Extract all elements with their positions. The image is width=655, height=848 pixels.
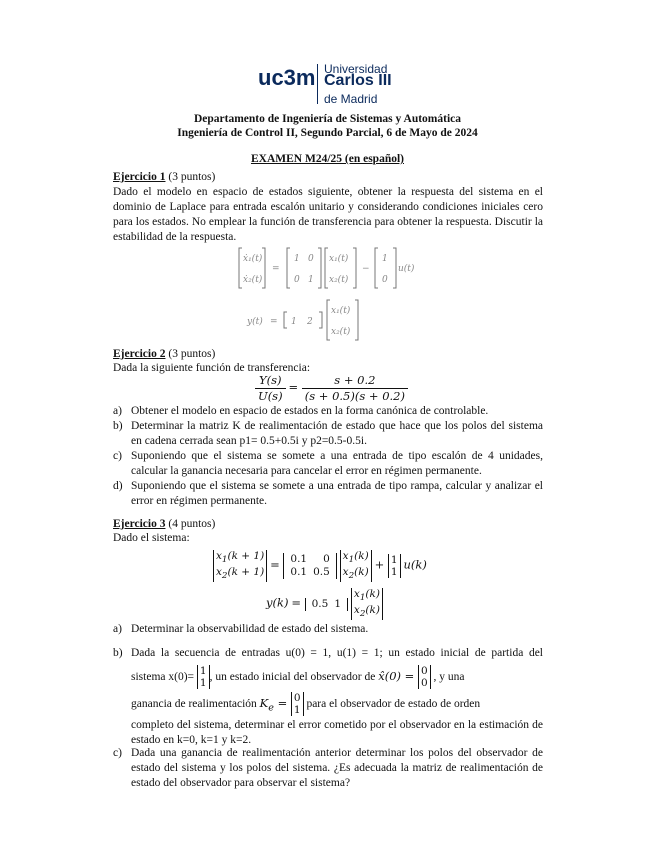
tf-rhs <box>302 373 408 404</box>
logo-line2: Carlos III <box>324 72 392 89</box>
ej3-item-b <box>113 646 543 748</box>
ej3-item-b-line3 <box>131 692 543 716</box>
svg-text:u(t): u(t) <box>398 264 415 274</box>
ej3-b-observer: , un estado inicial del observador de <box>209 671 376 683</box>
A-cell: 0.1 <box>290 553 308 566</box>
logo-line3: de Madrid <box>324 92 378 106</box>
B-cell: 1 <box>390 554 398 567</box>
ej2-item-text: Determinar la matriz K de realimentación de estado que hace que los polos del sistema en cadena cerrada sean p1= 0.5+0.5i y p2=0.5-0.5i. <box>131 420 543 447</box>
university-logo <box>258 62 408 108</box>
ej3-item-c <box>113 746 543 791</box>
ej3-item-text: Dada una ganancia de realimentación anterior determinar los polos del observador de estado del sistema y los polos del sistema. ¿Es adecuada la matriz de realimentación de estado del observador para observar el sistema? <box>131 747 543 789</box>
svg-text:1: 1 <box>308 275 314 285</box>
ej3-out-eq: = <box>291 595 305 610</box>
ej3-output-state: $x_1(k)$ $x_2(k)$ <box>351 588 383 620</box>
ej1-title: Ejercicio 1 <box>113 171 166 183</box>
ej3-eq-sign: = <box>270 557 284 572</box>
ej3-output-equation <box>266 588 383 620</box>
ej2-item-label: d) <box>113 480 123 492</box>
svg-text:ẋ₁(t): ẋ₁(t) <box>243 254 263 264</box>
svg-text:2: 2 <box>307 317 313 327</box>
ej3-item-b-line4: completo del sistema, determinar el error cometido por el observador en la estimación de estado en k=0, k=1 y k=2. <box>131 719 543 747</box>
ej2-item-text: Suponiendo que el sistema se somete a una entrada de tipo rampa, calcular y analizar el error en régimen permanente. <box>131 480 543 507</box>
ej3-state-equation <box>213 550 427 582</box>
B-cell: 1 <box>390 566 398 579</box>
ej2-item-d <box>113 479 543 509</box>
tf-rhs-den: (s + 0.5)(s + 0.2) <box>304 389 405 403</box>
tf-lhs-num: Y(s) <box>255 373 286 389</box>
department-title: Departamento de Ingeniería de Sistemas y Automática <box>193 113 462 125</box>
ej2-points: (3 puntos) <box>168 348 216 360</box>
ej3-item-label: c) <box>113 747 122 759</box>
ej3-b-obs-order: para el observador de estado de orden <box>306 698 481 711</box>
ej1-statement: Dado el modelo en espacio de estados siguiente, obtener la respuesta del sistema en el dominio de Laplace para entrada escalón unitario y considerando condiciones iniciales cero para los estados. No emplear la función de transferencia para obtener la respuesta. Discutir la estabilidad de la respuesta. <box>113 186 543 243</box>
ej3-b-x0: x(0)= 1 1 <box>168 671 209 683</box>
tf-equals: = <box>288 380 302 395</box>
ej3-state-next: $x_1(k + 1)$ $x_2(k + 1)$ <box>213 550 267 582</box>
logo-uc3m: uc3m <box>258 65 316 90</box>
ej3-title: Ejercicio 3 <box>113 518 166 530</box>
ej3-item-a <box>113 622 543 637</box>
ej3-item-b-line2 <box>131 665 543 689</box>
ej2-title: Ejercicio 2 <box>113 348 166 360</box>
ej3-b-xhat0: x̂(0) = 0 0 <box>378 669 430 683</box>
svg-text:1: 1 <box>382 254 388 264</box>
logo-line1: Universidad <box>324 62 388 76</box>
ej2-transfer-function <box>255 373 408 404</box>
ej3-plus-sign: + <box>374 557 388 572</box>
ej3-b-gain: ganancia de realimentación <box>131 698 257 711</box>
svg-text:ẋ₂(t): ẋ₂(t) <box>243 275 263 285</box>
ej3-matrix-B <box>388 554 401 578</box>
ej2-item-text: Obtener el modelo en espacio de estados en la forma canónica de controlable. <box>131 405 489 417</box>
svg-text:=: = <box>272 264 280 274</box>
svg-text:−: − <box>362 264 370 274</box>
ej1-state-equation <box>238 246 418 290</box>
course-title: Ingeniería de Control II, Segundo Parcial, 6 de Mayo de 2024 <box>177 127 478 139</box>
ej2-item-label: c) <box>113 450 122 462</box>
ej3-input: u(k) <box>403 557 427 572</box>
ej3-b-sistema: sistema <box>131 671 166 683</box>
ej2-item-a <box>113 404 543 419</box>
ej2-item-label: b) <box>113 420 123 432</box>
ej3-matrix-A <box>283 553 336 579</box>
svg-text:1: 1 <box>294 254 300 264</box>
ej3-output-y: y(k) <box>266 595 289 610</box>
ej3-b-Ke: $K_e = 0$ 1 <box>260 696 304 710</box>
svg-text:x₁(t): x₁(t) <box>331 306 351 316</box>
ej3-matrix-C <box>305 598 348 611</box>
svg-text:0: 0 <box>294 275 300 285</box>
svg-text:x₁(t): x₁(t) <box>329 254 349 264</box>
ej2-item-text: Suponiendo que el sistema se somete a una entrada de tipo escalón de 4 unidades, calcular la ganancia necesaria para cancelar el error en régimen permanente. <box>131 450 543 477</box>
svg-text:=: = <box>270 317 278 327</box>
ej1-output-graphic <box>245 298 365 342</box>
ej3-heading <box>113 517 215 532</box>
ej1-points: (3 puntos) <box>168 171 216 183</box>
tf-lhs-den: U(s) <box>258 389 283 403</box>
svg-text:x₂(t): x₂(t) <box>331 327 351 337</box>
ej3-b-ya: , y una <box>433 671 465 683</box>
ej1-output-equation <box>245 298 365 342</box>
ej3-points: (4 puntos) <box>168 518 216 530</box>
svg-text:0: 0 <box>308 254 314 264</box>
ej3-item-text: Determinar la observabilidad de estado del sistema. <box>131 623 369 635</box>
svg-text:1: 1 <box>291 317 297 327</box>
tf-lhs <box>255 373 286 404</box>
ej3-item-label: a) <box>113 623 122 635</box>
ej2-item-b <box>113 419 543 449</box>
ej2-items <box>113 404 543 509</box>
logo-divider <box>317 64 318 104</box>
svg-text:y(t): y(t) <box>247 317 263 327</box>
svg-text:0: 0 <box>382 275 388 285</box>
ej2-intro: Dada la siguiente función de transferencia: <box>113 362 311 374</box>
ej3-item-b-line1: Dada la secuencia de entradas u(0) = 1, u(1) = 1; un estado inicial de partida del <box>131 647 543 659</box>
svg-text:x₂(t): x₂(t) <box>329 275 349 285</box>
ej2-heading <box>113 347 215 362</box>
ej3-intro: Dado el sistema: <box>113 532 190 544</box>
ej1-equation-graphic <box>238 246 418 290</box>
tf-rhs-num: s + 0.2 <box>302 373 408 389</box>
ej3-item-label: b) <box>113 647 123 659</box>
A-cell: 0.5 <box>313 566 330 579</box>
A-cell: 0.1 <box>290 566 308 579</box>
ej3-state-current: $x_1(k)$ $x_2(k)$ <box>340 550 372 582</box>
C-cell: 1 <box>334 597 342 610</box>
ej1-heading <box>113 170 215 185</box>
C-cell: 0.5 <box>311 597 329 610</box>
exam-title: EXAMEN M24/25 (en español) <box>250 153 404 165</box>
ej2-item-label: a) <box>113 405 122 417</box>
A-cell: 0 <box>323 553 330 566</box>
ej2-item-c <box>113 449 543 479</box>
